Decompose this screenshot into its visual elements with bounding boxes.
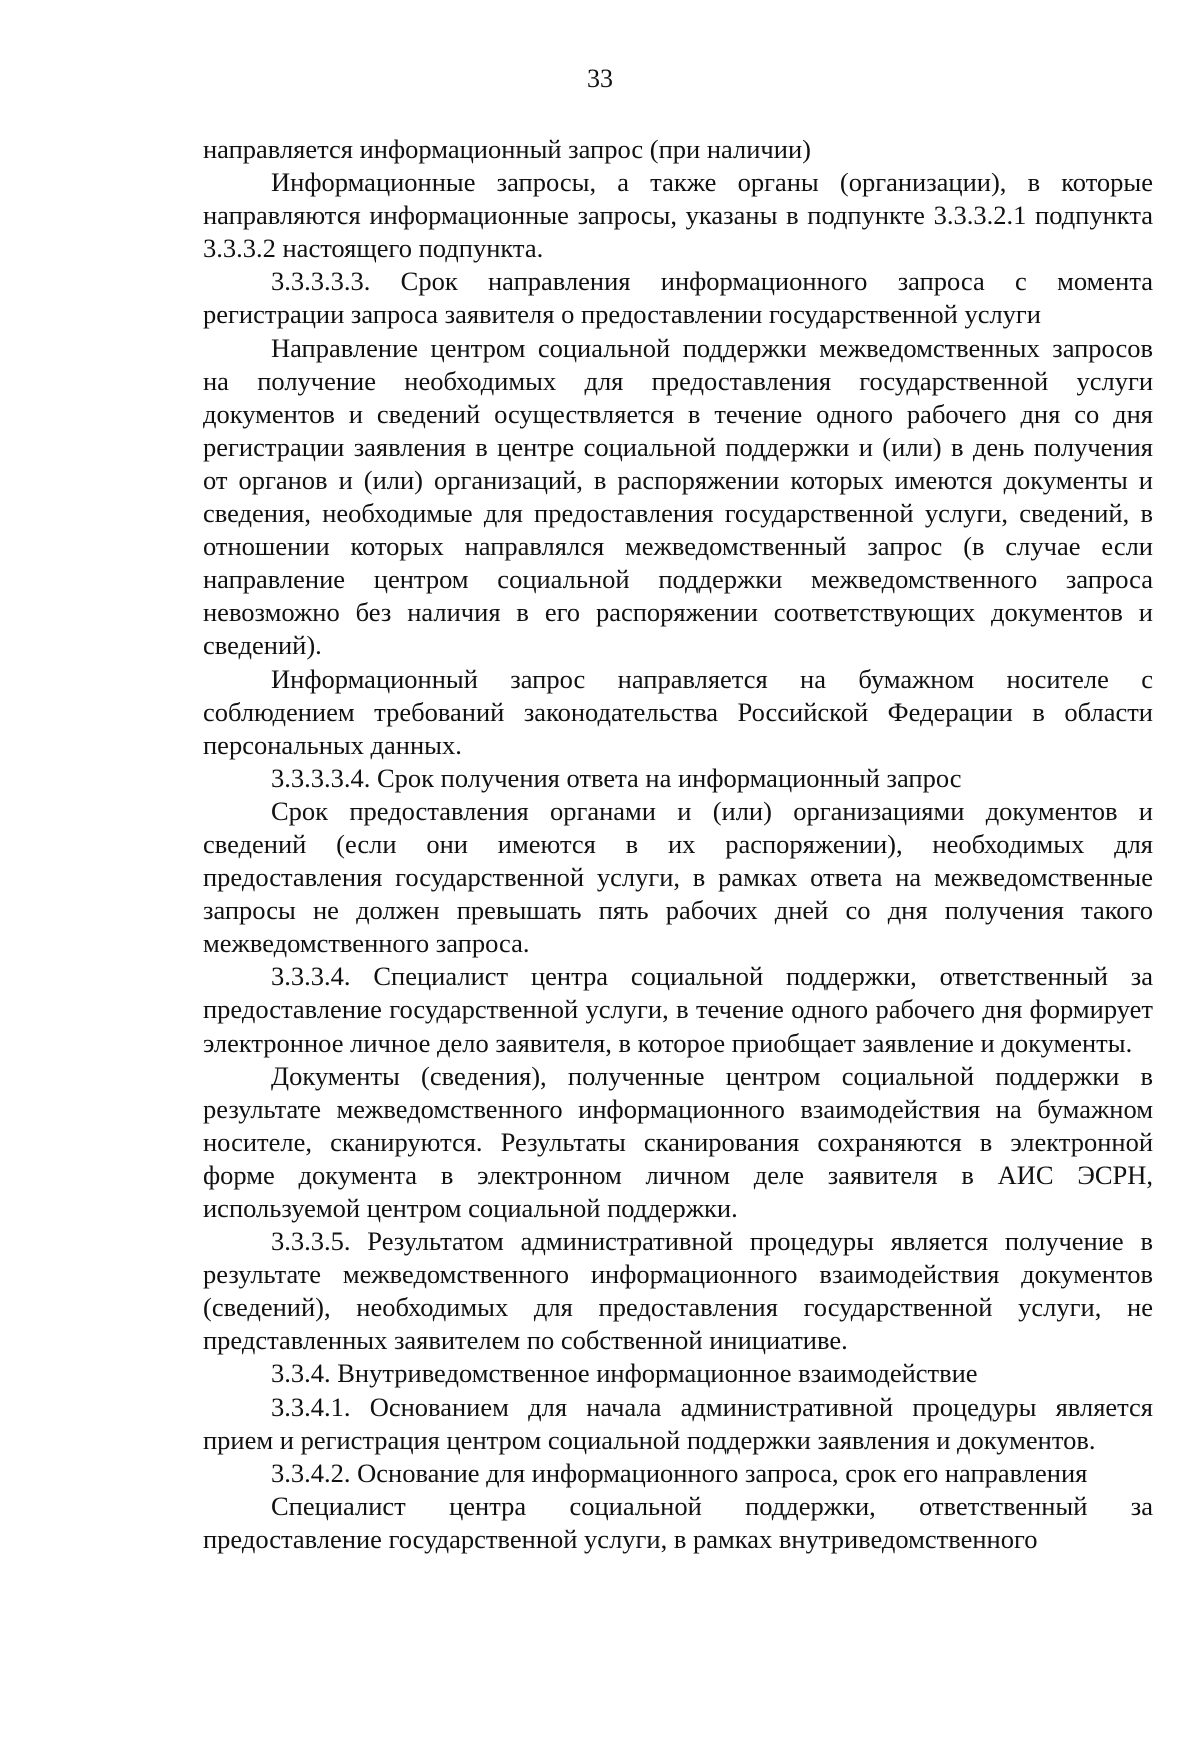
paragraph-6: 3.3.3.3.4. Срок получения ответа на информационный запрос bbox=[271, 762, 962, 793]
paragraph-1: направляется информационный запрос (при наличии) bbox=[203, 134, 811, 164]
paragraph-3: 3.3.3.3.3. Срок направления информационного запроса с момента регистрации запроса заявителя о предоставлении государственной услуги bbox=[203, 266, 1153, 330]
paragraph-13: 3.3.4.2. Основание для информационного запроса, срок его направления bbox=[271, 1457, 1088, 1488]
paragraph-5: Информационный запрос направляется на бумажном носителе с соблюдением требований законодательства Российской Федерации в области персональных данных. bbox=[203, 663, 1153, 760]
paragraph-9: Документы (сведения), полученные центром социальной поддержки в результате межведомственного информационного взаимодействия на бумажном носителе, сканируются. Результаты сканирования сохраняются в электронной форме документа в электронном личном деле заявителя в АИС ЭСРН, используемой центром социальной поддержки. bbox=[203, 1060, 1153, 1223]
paragraph-12: 3.3.4.1. Основанием для начала административной процедуры является прием и регистрация центром социальной поддержки заявления и документов. bbox=[203, 1391, 1153, 1455]
paragraph-8: 3.3.3.4. Специалист центра социальной поддержки, ответственный за предоставление государственной услуги, в течение одного рабочего дня формирует электронное личное дело заявителя, в которое приобщает заявление и документы. bbox=[203, 961, 1153, 1058]
page-number: 33 bbox=[587, 64, 613, 93]
paragraph-4: Направление центром социальной поддержки межведомственных запросов на получение необходимых для предоставления государственной услуги документов и сведений осуществляется в течение одного рабочего дня со дня регистрации заявления в центре социальной поддержки и (или) в день получения от органов и (или) организаций, в распоряжении которых имеются документы и сведения, необходимые для предоставления государственной услуги, сведений, в отношении которых направлялся межведомственный запрос (в случае если направление центром социальной поддержки межведомственного запроса невозможно без наличия в его распоряжении соответствующих документов и сведений). bbox=[203, 332, 1153, 661]
paragraph-2: Информационные запросы, а также органы (организации), в которые направляются информационные запросы, указаны в подпункте 3.3.3.2.1 подпункта 3.3.3.2 настоящего подпункта. bbox=[203, 167, 1153, 264]
paragraph-7: Срок предоставления органами и (или) организациями документов и сведений (если они имеются в их распоряжении), необходимых для предоставления государственной услуги, в рамках ответа на межведомственные запросы не должен превышать пять рабочих дней со дня получения такого межведомственного запроса. bbox=[203, 795, 1153, 959]
paragraph-11: 3.3.4. Внутриведомственное информационное взаимодействие bbox=[271, 1358, 978, 1389]
document-body bbox=[203, 133, 1153, 1556]
paragraph-14: Специалист центра социальной поддержки, ответственный за предоставление государственной услуги, в рамках внутриведомственного bbox=[203, 1490, 1153, 1554]
paragraph-10: 3.3.3.5. Результатом административной процедуры является получение в результате межведомственного информационного взаимодействия документов (сведений), необходимых для предоставления государственной услуги, не представленных заявителем по собственной инициативе. bbox=[203, 1226, 1153, 1356]
